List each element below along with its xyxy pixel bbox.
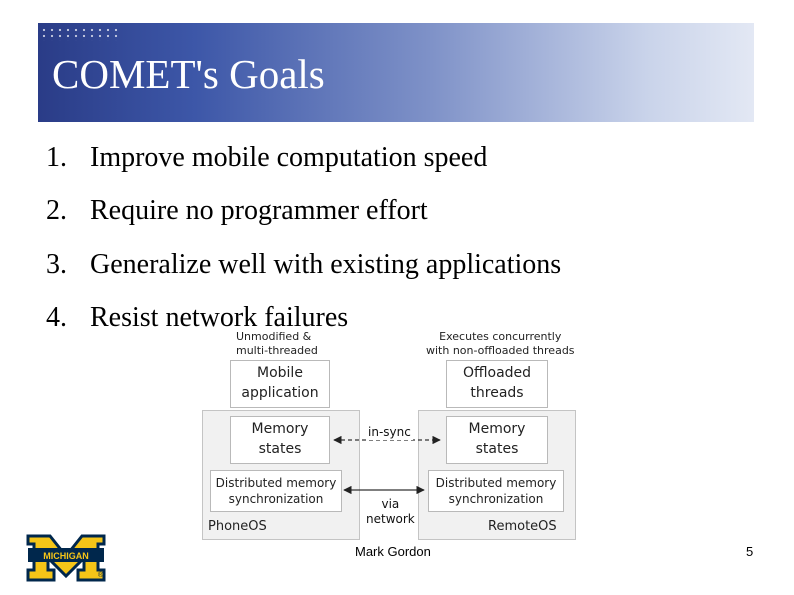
- via-network-label: via network: [366, 497, 415, 526]
- annotation-executes-concurrently: Executes concurrently with non-offloaded threads: [426, 330, 575, 357]
- remote-os-label: RemoteOS: [488, 519, 557, 534]
- memory-states-remote-label: Memory states: [468, 421, 526, 457]
- goal-number: 4.: [46, 302, 67, 333]
- phone-os-label: PhoneOS: [208, 519, 267, 534]
- annotation-unmodified: Unmodified & multi-threaded: [236, 330, 318, 357]
- slide-title: COMET's Goals: [52, 51, 325, 97]
- goal-text: Require no programmer effort: [90, 195, 428, 226]
- dsm-phone-label: Distributed memory synchronization: [215, 475, 337, 506]
- block-m-icon: [26, 530, 106, 582]
- dsm-remote-label: Distributed memory synchronization: [435, 475, 557, 506]
- goal-text: Improve mobile computation speed: [90, 142, 488, 173]
- footer-author: Mark Gordon: [355, 544, 431, 559]
- goal-number: 3.: [46, 249, 67, 280]
- goal-number: 1.: [46, 142, 67, 173]
- offloaded-threads-label: Offloaded threads: [462, 365, 532, 401]
- registered-mark: ®: [98, 572, 104, 579]
- page-number: 5: [746, 544, 754, 559]
- in-sync-label: in-sync: [368, 425, 411, 439]
- goal-text: Resist network failures: [90, 302, 349, 333]
- goal-number: 2.: [46, 195, 67, 226]
- memory-states-phone-label: Memory states: [251, 421, 309, 457]
- michigan-logo: [26, 530, 106, 582]
- mobile-application-label: Mobile application: [241, 365, 319, 401]
- logo-wordmark: MICHIGAN: [43, 551, 89, 561]
- goal-text: Generalize well with existing applications: [90, 249, 562, 280]
